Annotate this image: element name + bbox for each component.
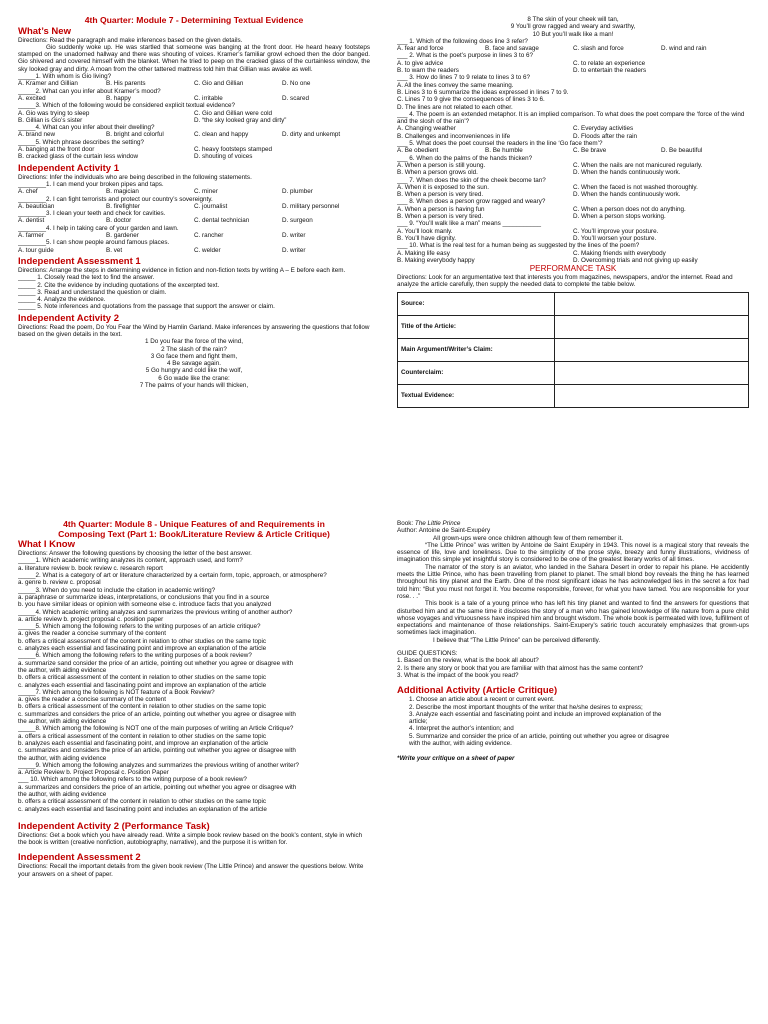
option: B. to warn the readers xyxy=(397,67,459,75)
option: D. When the hands continuously work. xyxy=(573,169,681,177)
wik-questions xyxy=(18,557,370,812)
question-line: b. analyzes each essential and fascinating point, and improve an explanation of the article xyxy=(18,739,269,747)
activity-step: 2. Describe the most important thoughts of the writer that he/she desires to express; xyxy=(409,703,643,711)
poem-line: 1 Do you fear the force of the wind, xyxy=(144,338,243,346)
question-line: b. offers a critical assessment of the content in relation to other studies on the same topic xyxy=(18,798,267,806)
module8-left-column xyxy=(18,520,370,1020)
option: A. tour guide xyxy=(18,246,54,254)
question-line: _____7. Which among the following is NOT feature of a Book Review? xyxy=(18,688,215,696)
additional-activity-heading: Additional Activity (Article Critique) xyxy=(397,685,558,697)
ia2-directions: Directions: Read the poem, Do You Fear the Wind by Hamlin Garland. Make inferences by answering the questions that follow based on the given details in the text. xyxy=(18,323,370,338)
option-row xyxy=(397,45,749,52)
review-paragraph: All grown-ups were once children although few of them remember it. xyxy=(433,534,624,542)
table-row xyxy=(398,292,749,315)
table-row xyxy=(398,361,749,384)
question-line: b. offers a critical assessment of the content in relation to other studies on the same topic xyxy=(18,703,267,711)
option-row xyxy=(397,228,749,235)
option-row xyxy=(18,217,370,224)
option: C. clean and happy xyxy=(194,131,249,139)
option: B. Be humble xyxy=(485,147,523,155)
ia2-performance-task-directions: Directions: Get a book which you have already read. Write a simple book review based on the book’s content, style in which the book is written (creative nonfiction, autobiography, narrative), and the purpose it is written for. xyxy=(18,831,363,847)
question-text: ___ 5. What does the poet counsel the readers in the line ‘Go face them’? xyxy=(397,140,603,148)
option-row xyxy=(18,80,370,87)
option-row xyxy=(397,67,749,74)
option: A. You’ll look manly. xyxy=(397,227,453,235)
ia2-performance-task-heading: Independent Activity 2 (Performance Task) xyxy=(18,820,210,832)
question-line: _____5. Which among the following refers to the writing purposes of an article critique? xyxy=(18,623,261,631)
option: B. When a person grows old. xyxy=(397,169,478,177)
option-row xyxy=(397,162,749,169)
option: D. When a person stops working. xyxy=(573,213,666,221)
option: B. Challenges and inconveniences in life xyxy=(397,132,511,140)
option-row xyxy=(397,147,749,154)
option: C. irritable xyxy=(194,94,223,102)
question-text: ___ 10. What is the real test for a human being as suggested by the lines of the poem? xyxy=(397,242,640,250)
performance-task-directions: Directions: Look for an argumentative text that interests you from magazines, newspapers, and/or the internet. Read and analyze the article carefully, then supply the needed data to complete the table below. xyxy=(397,274,733,289)
option: C. heavy footsteps stamped xyxy=(194,146,273,154)
question-line: a. paraphrase or summarize ideas, interpretations, or conclusions that you find in a source xyxy=(18,593,270,601)
option: B. gardener xyxy=(106,232,139,240)
table-row-value xyxy=(555,315,749,338)
ia2-questions xyxy=(397,38,749,264)
question-line: ___ 10. Which among the following refers to the writing purpose of a book review? xyxy=(18,776,247,784)
question-line: _____2. What is a category of art or literature characterized by a certain form, topic, approach, or atmosphere? xyxy=(18,572,327,580)
option: A. chef xyxy=(18,188,38,196)
option-row xyxy=(397,250,749,257)
option: A. brand new xyxy=(18,131,56,139)
poem-line: 2 The slash of the rain? xyxy=(161,345,227,353)
option: B. firefighter xyxy=(106,202,140,210)
iass1-directions: Directions: Arrange the steps in determining evidence in fiction and non-fiction texts by writing A – E before each item. xyxy=(18,266,346,274)
option: C. dental technician xyxy=(194,217,250,225)
guide-questions-heading: GUIDE QUESTIONS: xyxy=(397,650,458,658)
independent-assessment-2-heading: Independent Assessment 2 xyxy=(18,852,141,864)
question-text: _____3. Which of the following would be considered explicit textual evidence? xyxy=(18,102,236,110)
activity-step: with the author, with aiding evidence. xyxy=(409,740,512,748)
table-row-value xyxy=(555,292,749,315)
option: D. Be beautiful xyxy=(661,147,703,155)
question-line: a. gives the reader a concise summary of the content xyxy=(18,630,167,638)
option-row xyxy=(18,131,370,138)
option: C. When the faced is not washed thoroughly. xyxy=(573,183,698,191)
option: D. The lines are not related to each other. xyxy=(397,103,513,111)
option-row xyxy=(18,95,370,102)
performance-task-table xyxy=(397,292,749,408)
option-row xyxy=(397,169,749,176)
table-row-label: Main Argument/Writer’s Claim: xyxy=(398,338,555,361)
option-row xyxy=(397,257,749,264)
question-text: _____1. With whom is Gio living? xyxy=(18,73,112,81)
option: A. excited xyxy=(18,94,46,102)
option: B. Making everybody happy xyxy=(397,256,475,264)
option: A. When a person is still young. xyxy=(397,161,486,169)
independent-activity-2-heading: Independent Activity 2 xyxy=(18,312,119,324)
option-row xyxy=(397,191,749,198)
option: D. shouting of voices xyxy=(194,153,253,161)
module7-right-column xyxy=(397,16,749,488)
question-text: ________1. I can mend your broken pipes and taps. xyxy=(18,180,164,188)
option: A. Gio was trying to sleep xyxy=(18,109,90,117)
question-line: a. literature review b. book review c. research report xyxy=(18,564,163,572)
question-line: the author, with aiding evidence xyxy=(18,790,107,798)
performance-task-heading: PERFORMANCE TASK xyxy=(529,264,617,274)
ia1-directions: Directions: Infer the individuals who are being described in the following statements. xyxy=(18,173,252,181)
table-row-value xyxy=(555,361,749,384)
table-row-label: Counterclaim: xyxy=(398,361,555,384)
option: A. beautician xyxy=(18,202,55,210)
question-line: a. Article Review b. Project Proposal c. Position Paper xyxy=(18,769,169,777)
guide-question: 3. What is the impact of the book you read? xyxy=(397,671,519,679)
question-line: _____1. Which academic writing analyzes its content, approach used, and form? xyxy=(18,557,243,565)
option-row xyxy=(397,184,749,191)
question-line: a. summarizes and considers the price of an article, pointing out whether you agree or disagree with xyxy=(18,783,297,791)
option: D. scared xyxy=(282,94,309,102)
question-line: _____8. Which among the following is NOT one of the main purposes of writing an Article Critique? xyxy=(18,725,294,733)
table-row-label: Source: xyxy=(398,292,555,315)
whats-new-paragraph: Gio suddenly woke up. He was startled that someone was banging at the front door. He heard heavy footsteps stamped on the unadorned hallway and there was shouting of voices. Kramer’s familiar growl echoed then the door banged. Gio shivered and covered himself with the blanket. When he tried to peep on the cracked glass of the curtainless window, the sky looked gray and dirty. A moan from the other tattered mattress told him that Gillian was awake as well. xyxy=(18,43,370,73)
option: B. bright and colorful xyxy=(106,131,164,139)
option: D. to entertain the readers xyxy=(573,67,647,75)
option-row xyxy=(397,133,749,140)
question-line: _____4. Which academic writing analyzes and summarizes the previous writing of another author? xyxy=(18,608,293,616)
option: D. writer xyxy=(282,232,306,240)
question-text: _____4. What can you infer about their dwelling? xyxy=(18,124,155,132)
independent-assessment-1-heading: Independent Assessment 1 xyxy=(18,255,141,267)
option: D. wind and rain xyxy=(661,45,707,53)
option: D. plumber xyxy=(282,188,313,196)
option: A. fear and force xyxy=(397,45,444,53)
additional-activity-list xyxy=(397,696,749,747)
question-line: a. offers a critical assessment of the content in relation to other studies on the same topic xyxy=(18,732,267,740)
poem-lines xyxy=(18,338,370,389)
option-row xyxy=(397,235,749,242)
option: A. banging at the front door xyxy=(18,146,95,154)
question-line: _____3. When do you need to include the citation in academic writing? xyxy=(18,586,216,594)
poem-line: 9 You’ll grow ragged and weary and swarthy, xyxy=(510,23,636,31)
option: D. When the hands continuously work. xyxy=(573,191,681,199)
poem-lines-continued xyxy=(397,16,749,38)
question-text: _____5. Which phrase describes the setting? xyxy=(18,138,145,146)
module7-title: 4th Quarter: Module 7 - Determining Textual Evidence xyxy=(84,16,304,25)
option: B. When a person is very tired. xyxy=(397,191,484,199)
option-row xyxy=(18,146,370,153)
review-paragraph: This book is a tale of a young prince who has left his tiny planet and wanted to find the answers for questions that disturbed him and at the same time it discloses the story of a man who has gained knowledge of life nature from a pure child whose voyages and virtuousness have inspired him and brought wisdom. The whole book is permeated with love, fulfillment of expectations and maintenance of those relationships. Saint-Exupery’s satiric touch accurately emphasizes that grown-ups sometimes lack imagination. xyxy=(397,600,749,637)
question-line: c. analyzes each essential and fascinating point and includes an explanation of the article xyxy=(18,805,267,813)
list-item: _____ 4. Analyze the evidence. xyxy=(18,296,106,304)
option: B. His parents xyxy=(106,80,146,88)
question-line: c. analyzes each essential and fascinating point and improve an explanation of the article xyxy=(18,645,267,653)
option: A. When it is exposed to the sun. xyxy=(397,183,490,191)
option-row xyxy=(18,247,370,254)
question-text: ___ 6. When do the palms of the hands thicken? xyxy=(397,154,533,162)
option: D. No one xyxy=(282,80,311,88)
question-text: ________2. I can fight terrorists and protect our country’s sovereignty. xyxy=(18,195,213,203)
option: D. Overcoming trials and not giving up easily xyxy=(573,256,698,264)
option: B. When a person is very tired. xyxy=(397,213,484,221)
guide-questions-list xyxy=(397,657,749,679)
option: A. All the lines convey the same meaning. xyxy=(397,81,514,89)
module8-right-column xyxy=(397,520,749,1020)
option: A. dentist xyxy=(18,217,45,225)
option: C. Be brave xyxy=(573,147,607,155)
option-row xyxy=(397,125,749,132)
option: C. slash and force xyxy=(573,45,624,53)
author-line xyxy=(397,527,749,534)
question-text: ___ 7. When does the skin of the cheek become tan? xyxy=(397,176,546,184)
book-label: Book: xyxy=(397,520,414,527)
question-text: ___ 2. What is the poet’s purpose in lines 3 to 6? xyxy=(397,52,534,60)
option: B. doctor xyxy=(106,217,132,225)
guide-question: 2. Is there any story or book that you are familiar with that almost has the same content? xyxy=(397,664,644,672)
question-line: _____9. Which among the following analyzes and summarizes the previous writing of another writer? xyxy=(18,761,300,769)
option: C. Everyday activities xyxy=(573,125,634,133)
option: C. Lines 7 to 9 give the consequences of lines 3 to 6. xyxy=(397,96,545,104)
table-row xyxy=(398,338,749,361)
option-row xyxy=(18,117,370,124)
activity-step: 3. Analyze each essential and fascinating point and include an improved explanation of the xyxy=(409,710,662,718)
option: B. Lines 3 to 6 summarize the ideas expressed in lines 7 to 9. xyxy=(397,88,569,96)
option: C. When a person does not do anything. xyxy=(573,205,686,213)
question-text: ___ 1. Which of the following does line 3 refer? xyxy=(397,37,528,45)
review-paragraph: “The Little Prince” was written by Antoine de Saint Exupéry in 1943. This novel is a magical story that reveals the essence of life, love and loneliness. Due to the simplicity of the prose style, breezy and funny illustrations, vividness of imagination this simple yet insightful story is considered to be one of the greatest literary works of all times. xyxy=(397,541,749,564)
question-line: a. gives the reader a concise summary of the content xyxy=(18,696,167,704)
independent-activity-1-heading: Independent Activity 1 xyxy=(18,162,119,174)
list-item: _____ 5. Note inferences and quotations from the passage that support the answer or claim. xyxy=(18,303,275,311)
activity-step: article; xyxy=(409,718,428,726)
question-line: a. summarize sand consider the price of an article, pointing out whether you agree or disagree with xyxy=(18,659,294,667)
author-name: Antoine de Saint-Exupéry xyxy=(418,527,491,535)
option: D. dirty and unkempt xyxy=(282,131,341,139)
question-text: ________3. I clean your teeth and check for cavities. xyxy=(18,210,166,218)
option: B. Gillian is Gio’s sister xyxy=(18,116,83,124)
question-line: the author, with aiding evidence xyxy=(18,718,107,726)
list-item: _____ 3. Read and understand the question or claim. xyxy=(18,288,167,296)
option: C. You’ll improve your posture. xyxy=(573,227,659,235)
question-line: c. summarizes and considers the price of an article, pointing out whether you agree or disagree with xyxy=(18,747,296,755)
option: B. happy xyxy=(106,94,131,102)
option: B. face and savage xyxy=(485,45,539,53)
question-text: ___ 4. The poem is an extended metaphor. It is an implied comparison. To what does the poet compare the ‘force of the wind and the slosh of the rain’? xyxy=(397,110,745,126)
question-text: ________4. I help in taking care of your garden and lawn. xyxy=(18,224,179,232)
review-paragraph: I believe that “The Little Prince” can be perceived differently. xyxy=(433,636,601,644)
option: B. vet xyxy=(106,246,123,254)
option: A. farmer xyxy=(18,232,44,240)
book-line xyxy=(397,520,749,527)
option-row xyxy=(397,60,749,67)
option: C. rancher xyxy=(194,232,224,240)
option: A. Be obedient xyxy=(397,147,439,155)
activity-step: 5. Summarize and consider the price of an article, pointing out whether you agree or disagree xyxy=(409,732,670,740)
what-i-know-heading: What I Know xyxy=(18,539,75,551)
question-line: the author, with aiding evidence xyxy=(18,754,107,762)
module8-title-line1: 4th Quarter: Module 8 - Unique Features of and Requirements in xyxy=(63,520,325,529)
whats-new-heading: What’s New xyxy=(18,25,71,37)
poem-line: 10 But you’ll walk like a man! xyxy=(532,30,614,38)
whats-new-questions xyxy=(18,73,370,161)
activity-step: 4. Interpret the author’s intention; and xyxy=(409,725,514,733)
option-row xyxy=(18,203,370,210)
list-item: _____ 1. Closely read the text to find the answer. xyxy=(18,274,155,282)
option-row xyxy=(18,110,370,117)
activity-step: 1. Choose an article about a recent or current event. xyxy=(409,696,555,704)
option: A. Making life easy xyxy=(397,249,450,257)
question-line: a. article review b. project proposal c. position paper xyxy=(18,615,164,623)
option: D. writer xyxy=(282,246,306,254)
option-row xyxy=(397,206,749,213)
book-title: The Little Prince xyxy=(414,520,461,527)
question-line: b. you have similar ideas or opinion with someone else c. introduce facts that you analyzed xyxy=(18,601,272,609)
table-row-value xyxy=(555,338,749,361)
option: D. “the sky looked gray and dirty” xyxy=(194,116,287,124)
question-text: ___ 3. How do lines 7 to 9 relate to lines 3 to 6? xyxy=(397,74,531,82)
option: A. Kramer and Gillian xyxy=(18,80,78,88)
ia1-questions xyxy=(18,181,370,254)
question-line: a. genre b. review c. proposal xyxy=(18,579,101,587)
option: C. Gio and Gillian xyxy=(194,80,244,88)
option: C. to relate an experience xyxy=(573,59,646,67)
table-row-label: Textual Evidence: xyxy=(398,384,555,407)
question-line: _____6. Which among the following refers to the writing purposes of a book review? xyxy=(18,652,252,660)
wik-directions: Directions: Answer the following questions by choosing the letter of the best answer. xyxy=(18,550,252,558)
option: A. to give advice xyxy=(397,59,444,67)
table-row-label: Title of the Article: xyxy=(398,315,555,338)
poem-line: 6 Go wade like the crane: xyxy=(158,374,230,382)
question-text: ___ 9. “You’ll walk like a man” means ___________ xyxy=(397,220,541,228)
table-row xyxy=(398,315,749,338)
option: C. miner xyxy=(194,188,218,196)
question-line: c. summarizes and considers the price of an article, pointing out whether you agree or disagree with xyxy=(18,710,296,718)
question-line: the author, with aiding evidence xyxy=(18,666,107,674)
question-line: b. offers a critical assessment of the content in relation to other studies on the same topic xyxy=(18,637,267,645)
option: C. Gio and Gillian were cold xyxy=(194,109,273,117)
option: C. journalist xyxy=(194,202,228,210)
question-line: c. analyzes each essential and fascinating point and improve an explanation of the article xyxy=(18,681,267,689)
poem-line: 3 Go face them and fight them, xyxy=(150,352,238,360)
option: D. surgeon xyxy=(282,217,313,225)
poem-line: 5 Go hungry and cold like the wolf, xyxy=(145,367,243,375)
option-row xyxy=(18,188,370,195)
review-paragraph: The narrator of the story is an aviator, who landed in the Sahara Desert in order to repair his plane. He accidently meets the Little Prince, who has been travelling from planet to planet. The small blond boy reveals the thing he has learned throughout his tiny planet and the Earth. One of the most significant ideas he has acknowledged lies in the secret a fox had told him: “But you must not forget it. You become responsible, forever, for what you have tamed. You are responsible for your rose. . .” xyxy=(397,563,749,600)
poem-line: 4 Be savage again. xyxy=(167,360,221,368)
option: D. You’ll worsen your posture. xyxy=(573,234,657,242)
option: A. Changing weather xyxy=(397,125,456,133)
option: D. Floods after the rain xyxy=(573,132,638,140)
iass2-directions: Directions: Recall the important details from the given book review (The Little Prince) and answer the questions below. Write your answers on a sheet of paper. xyxy=(18,863,364,878)
question-text: ___ 8. When does a person grow ragged and weary? xyxy=(397,198,546,206)
question-text: _____2. What can you infer about Kramer’s mood? xyxy=(18,87,161,95)
option: C. When the nails are not manicured regularly. xyxy=(573,161,703,169)
option-row xyxy=(397,213,749,220)
poem-line: 7 The palms of your hands will thicken, xyxy=(139,382,249,390)
module7-left-column xyxy=(18,16,370,488)
option: C. Making friends with everybody xyxy=(573,249,666,257)
option-row xyxy=(18,232,370,239)
critique-note: *Write your critique on a sheet of paper xyxy=(397,755,515,763)
author-label: Author: xyxy=(397,527,418,535)
table-row xyxy=(398,384,749,407)
option-row xyxy=(18,153,370,160)
option: C. welder xyxy=(194,246,221,254)
iass1-list xyxy=(18,274,370,310)
guide-question: 1. Based on the review, what is the book all about? xyxy=(397,657,539,665)
option: B. cracked glass of the curtain less window xyxy=(18,153,139,161)
whats-new-directions: Directions: Read the paragraph and make inferences based on the given details. xyxy=(18,36,243,44)
module8-title-line2: Composing Text (Part 1: Book/Literature Review & Article Critique) xyxy=(58,528,330,539)
poem-line: 8 The skin of your cheek will tan, xyxy=(527,16,619,23)
list-item: _____ 2. Cite the evidence by including quotations of the excerpted text. xyxy=(18,281,220,289)
option: B. magician xyxy=(106,188,139,196)
option: B. You’ll have dignity. xyxy=(397,234,457,242)
book-review-text xyxy=(397,535,749,644)
option: A. When a person is having fun xyxy=(397,205,485,213)
option: D. military personnel xyxy=(282,202,340,210)
table-row-value xyxy=(555,384,749,407)
question-line: b. offers a critical assessment of the content in relation to other studies on the same topic xyxy=(18,674,267,682)
question-text: ________5. I can show people around famous places. xyxy=(18,239,170,247)
